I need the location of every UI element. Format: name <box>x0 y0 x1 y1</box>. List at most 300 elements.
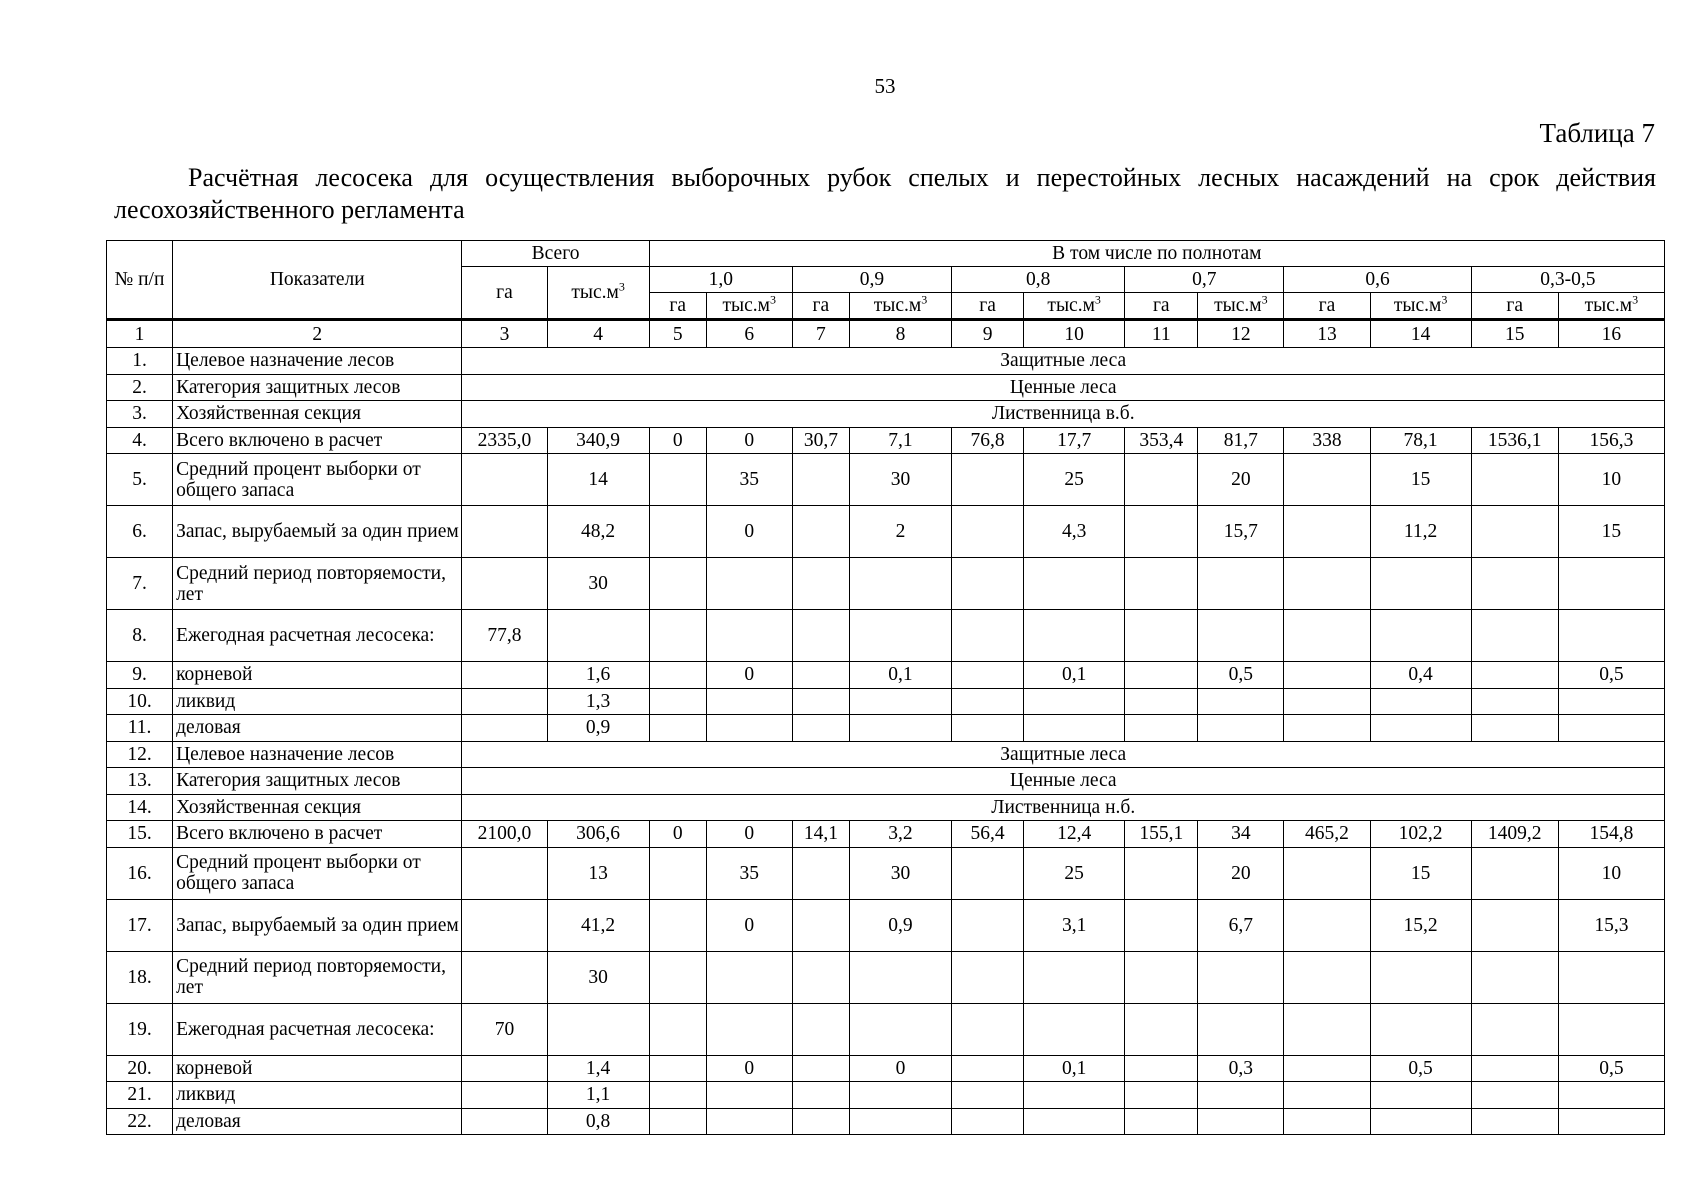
table-cell: 10 <box>1558 454 1664 506</box>
row-number: 2. <box>107 374 173 401</box>
table-cell <box>1198 951 1284 1003</box>
row-label: Средний процент выборки от общего запаса <box>173 454 462 506</box>
header-num: № п/п <box>107 241 173 320</box>
table-cell: 30 <box>547 558 649 610</box>
table-cell <box>649 1055 706 1082</box>
table-cell <box>1024 1003 1125 1055</box>
table-cell <box>1284 454 1370 506</box>
row-label: Всего включено в расчет <box>173 821 462 848</box>
table-cell <box>952 1108 1024 1135</box>
header-density-3: 0,8 <box>952 267 1125 293</box>
table-cell: 1,1 <box>547 1082 649 1109</box>
forest-cutting-table <box>106 240 1665 1135</box>
table-cell <box>952 715 1024 742</box>
row-label: деловая <box>173 715 462 742</box>
table-cell <box>792 847 849 899</box>
table-cell <box>1125 610 1198 662</box>
table-cell: 30 <box>849 454 951 506</box>
table-cell: 0 <box>706 821 792 848</box>
table-row <box>107 401 1665 428</box>
header-kcm: $тыс.м^3$ <box>1558 293 1664 320</box>
table-cell <box>547 1003 649 1055</box>
table-cell <box>649 1108 706 1135</box>
row-label: Ежегодная расчетная лесосека: <box>173 610 462 662</box>
table-cell <box>1125 688 1198 715</box>
table-row <box>107 899 1665 951</box>
table-cell <box>849 688 951 715</box>
table-title: Расчётная лесосека для осуществления выборочных рубок спелых и перестойных лесных насаждений на срок действия лесохозяйственного регламента <box>114 163 1656 224</box>
header-total-ha: га <box>462 267 547 320</box>
table-cell: 102,2 <box>1370 821 1471 848</box>
row-span-value: Ценные леса <box>462 374 1665 401</box>
table-cell <box>1558 688 1664 715</box>
table-cell <box>792 1003 849 1055</box>
table-row <box>107 821 1665 848</box>
header-kcm: $тыс.м^3$ <box>849 293 951 320</box>
table-cell <box>462 715 547 742</box>
table-cell <box>1471 1003 1558 1055</box>
table-row <box>107 768 1665 795</box>
table-cell: 77,8 <box>462 610 547 662</box>
header-density-4: 0,7 <box>1125 267 1284 293</box>
table-cell <box>1558 1003 1664 1055</box>
row-label: Средний период повторяемости, лет <box>173 951 462 1003</box>
table-cell <box>706 610 792 662</box>
table-cell <box>1198 715 1284 742</box>
table-cell: 14,1 <box>792 821 849 848</box>
table-cell <box>1284 1003 1370 1055</box>
row-span-value: Защитные леса <box>462 741 1665 768</box>
table-row <box>107 427 1665 454</box>
table-cell <box>462 951 547 1003</box>
row-number: 20. <box>107 1055 173 1082</box>
table-cell <box>706 951 792 1003</box>
header-including: В том числе по полнотам <box>649 241 1664 267</box>
table-cell <box>849 610 951 662</box>
table-cell <box>1370 610 1471 662</box>
table-cell: 41,2 <box>547 899 649 951</box>
table-cell: 0,3 <box>1198 1055 1284 1082</box>
table-cell: 30 <box>849 847 951 899</box>
table-cell <box>649 558 706 610</box>
table-cell: 20 <box>1198 847 1284 899</box>
table-cell: 78,1 <box>1370 427 1471 454</box>
table-cell <box>1125 1108 1198 1135</box>
table-cell <box>952 688 1024 715</box>
table-cell <box>547 610 649 662</box>
table-row <box>107 1003 1665 1055</box>
table-cell <box>1284 715 1370 742</box>
table-cell <box>649 847 706 899</box>
table-cell <box>792 506 849 558</box>
table-cell: 15,2 <box>1370 899 1471 951</box>
table-cell <box>1558 715 1664 742</box>
table-cell <box>1125 506 1198 558</box>
table-cell <box>1024 610 1125 662</box>
table-cell <box>792 688 849 715</box>
row-number: 7. <box>107 558 173 610</box>
table-cell <box>1370 558 1471 610</box>
row-number: 11. <box>107 715 173 742</box>
table-cell <box>849 715 951 742</box>
column-number: 10 <box>1024 320 1125 348</box>
table-cell: 1409,2 <box>1471 821 1558 848</box>
table-cell: 10 <box>1558 847 1664 899</box>
table-cell <box>1370 1082 1471 1109</box>
table-cell <box>792 1108 849 1135</box>
table-cell <box>1370 1003 1471 1055</box>
table-row <box>107 1082 1665 1109</box>
table-cell <box>1370 715 1471 742</box>
table-cell <box>1284 558 1370 610</box>
table-cell <box>706 1082 792 1109</box>
table-cell: 35 <box>706 454 792 506</box>
column-number: 14 <box>1370 320 1471 348</box>
table-cell: 0 <box>706 662 792 689</box>
row-label: ликвид <box>173 688 462 715</box>
table-cell <box>1198 1108 1284 1135</box>
table-cell: 3,2 <box>849 821 951 848</box>
table-cell: 70 <box>462 1003 547 1055</box>
table-cell: 15 <box>1558 506 1664 558</box>
table-cell: 0,9 <box>849 899 951 951</box>
table-cell: 0 <box>849 1055 951 1082</box>
row-number: 3. <box>107 401 173 428</box>
table-cell: 0 <box>649 427 706 454</box>
table-cell <box>1284 951 1370 1003</box>
row-number: 14. <box>107 794 173 821</box>
table-cell: 0 <box>706 1055 792 1082</box>
table-row <box>107 715 1665 742</box>
table-cell: 14 <box>547 454 649 506</box>
table-cell <box>1198 1003 1284 1055</box>
row-number: 10. <box>107 688 173 715</box>
table-cell <box>1125 951 1198 1003</box>
column-number: 9 <box>952 320 1024 348</box>
table-row <box>107 558 1665 610</box>
table-cell: 0,4 <box>1370 662 1471 689</box>
table-cell <box>649 899 706 951</box>
table-cell: 56,4 <box>952 821 1024 848</box>
table-cell: 0,1 <box>1024 1055 1125 1082</box>
table-cell: 35 <box>706 847 792 899</box>
row-span-value: Лиственница н.б. <box>462 794 1665 821</box>
table-cell: 48,2 <box>547 506 649 558</box>
table-row <box>107 1055 1665 1082</box>
header-ha: га <box>952 293 1024 320</box>
table-cell: 2100,0 <box>462 821 547 848</box>
table-cell <box>1471 662 1558 689</box>
table-cell <box>649 454 706 506</box>
table-cell: 76,8 <box>952 427 1024 454</box>
table-cell <box>1125 1003 1198 1055</box>
table-cell <box>1198 610 1284 662</box>
table-row <box>107 374 1665 401</box>
table-cell <box>706 1003 792 1055</box>
table-cell <box>1125 558 1198 610</box>
table-cell <box>1284 1108 1370 1135</box>
table-cell <box>792 951 849 1003</box>
column-number: 7 <box>792 320 849 348</box>
table-cell: 156,3 <box>1558 427 1664 454</box>
table-cell: 0 <box>706 506 792 558</box>
table-cell <box>706 715 792 742</box>
table-cell <box>1024 1108 1125 1135</box>
table-cell <box>1284 610 1370 662</box>
column-number: 2 <box>173 320 462 348</box>
row-number: 5. <box>107 454 173 506</box>
table-row <box>107 662 1665 689</box>
table-cell: 6,7 <box>1198 899 1284 951</box>
table-cell <box>1284 662 1370 689</box>
table-cell: 155,1 <box>1125 821 1198 848</box>
row-number: 1. <box>107 348 173 375</box>
row-label: Запас, вырубаемый за один прием <box>173 899 462 951</box>
column-number: 1 <box>107 320 173 348</box>
table-cell <box>952 610 1024 662</box>
table-row <box>107 951 1665 1003</box>
table-cell <box>792 454 849 506</box>
table-row <box>107 1108 1665 1135</box>
column-number: 8 <box>849 320 951 348</box>
table-cell: 1,6 <box>547 662 649 689</box>
table-cell: 1,3 <box>547 688 649 715</box>
header-total: Всего <box>462 241 649 267</box>
table-cell <box>462 558 547 610</box>
table-cell <box>462 662 547 689</box>
table-cell <box>1125 715 1198 742</box>
table-cell <box>1471 454 1558 506</box>
table-cell <box>952 662 1024 689</box>
row-label: Хозяйственная секция <box>173 794 462 821</box>
table-cell: 0,8 <box>547 1108 649 1135</box>
header-ha: га <box>649 293 706 320</box>
header-density-5: 0,6 <box>1284 267 1471 293</box>
header-ha: га <box>792 293 849 320</box>
table-row <box>107 794 1665 821</box>
table-cell: 2335,0 <box>462 427 547 454</box>
column-number: 11 <box>1125 320 1198 348</box>
table-cell <box>706 688 792 715</box>
column-number-row <box>107 320 1665 348</box>
header-ha: га <box>1471 293 1558 320</box>
row-label: Категория защитных лесов <box>173 374 462 401</box>
table-cell <box>462 1055 547 1082</box>
table-cell <box>792 715 849 742</box>
table-cell <box>952 1082 1024 1109</box>
row-number: 21. <box>107 1082 173 1109</box>
row-number: 15. <box>107 821 173 848</box>
row-label: Запас, вырубаемый за один прием <box>173 506 462 558</box>
table-cell <box>1024 1082 1125 1109</box>
table-row <box>107 847 1665 899</box>
table-cell <box>792 558 849 610</box>
table-cell: 306,6 <box>547 821 649 848</box>
header-kcm: $тыс.м^3$ <box>1198 293 1284 320</box>
table-cell <box>706 1108 792 1135</box>
row-label: корневой <box>173 662 462 689</box>
table-cell <box>849 1003 951 1055</box>
table-cell: 20 <box>1198 454 1284 506</box>
table-cell <box>462 899 547 951</box>
table-cell <box>462 1082 547 1109</box>
table-cell <box>1125 454 1198 506</box>
table-cell <box>792 1055 849 1082</box>
table-cell: 17,7 <box>1024 427 1125 454</box>
table-cell <box>1558 558 1664 610</box>
table-cell <box>1471 558 1558 610</box>
table-cell <box>1284 1082 1370 1109</box>
table-cell <box>1471 951 1558 1003</box>
table-cell <box>952 1003 1024 1055</box>
row-label: Целевое назначение лесов <box>173 348 462 375</box>
row-number: 22. <box>107 1108 173 1135</box>
table-cell <box>849 1082 951 1109</box>
table-cell: 1,4 <box>547 1055 649 1082</box>
column-number: 13 <box>1284 320 1370 348</box>
header-density-1: 1,0 <box>649 267 792 293</box>
table-cell: 15 <box>1370 847 1471 899</box>
table-cell <box>1125 1082 1198 1109</box>
table-cell: 34 <box>1198 821 1284 848</box>
table-cell: 154,8 <box>1558 821 1664 848</box>
table-row <box>107 610 1665 662</box>
row-label: Средний процент выборки от общего запаса <box>173 847 462 899</box>
row-span-value: Защитные леса <box>462 348 1665 375</box>
table-cell: 0,1 <box>1024 662 1125 689</box>
table-cell: 0,5 <box>1198 662 1284 689</box>
table-row <box>107 506 1665 558</box>
table-label: Таблица 7 <box>1539 118 1655 148</box>
table-cell <box>462 454 547 506</box>
table-cell <box>952 1055 1024 1082</box>
table-cell: 2 <box>849 506 951 558</box>
header-indicators: Показатели <box>173 241 462 320</box>
table-cell <box>1284 688 1370 715</box>
table-cell: 15,3 <box>1558 899 1664 951</box>
table-cell <box>1198 1082 1284 1109</box>
table-row <box>107 688 1665 715</box>
row-label: Ежегодная расчетная лесосека: <box>173 1003 462 1055</box>
table-cell <box>1125 847 1198 899</box>
table-cell <box>649 715 706 742</box>
table-cell <box>1125 899 1198 951</box>
table-cell <box>952 454 1024 506</box>
table-cell <box>952 506 1024 558</box>
table-cell <box>1471 1055 1558 1082</box>
header-kcm: $тыс.м^3$ <box>1370 293 1471 320</box>
table-cell <box>649 662 706 689</box>
table-cell: 338 <box>1284 427 1370 454</box>
table-cell <box>1558 610 1664 662</box>
table-cell <box>1125 1055 1198 1082</box>
table-cell: 25 <box>1024 454 1125 506</box>
table-cell <box>1284 847 1370 899</box>
row-label: Хозяйственная секция <box>173 401 462 428</box>
column-number: 5 <box>649 320 706 348</box>
table-cell <box>1284 899 1370 951</box>
row-label: Всего включено в расчет <box>173 427 462 454</box>
table-cell <box>792 662 849 689</box>
row-number: 9. <box>107 662 173 689</box>
header-kcm: $тыс.м^3$ <box>706 293 792 320</box>
row-label: деловая <box>173 1108 462 1135</box>
table-cell: 465,2 <box>1284 821 1370 848</box>
row-label: Средний период повторяемости, лет <box>173 558 462 610</box>
table-cell: 353,4 <box>1125 427 1198 454</box>
table-cell <box>1198 558 1284 610</box>
table-cell <box>952 847 1024 899</box>
row-number: 6. <box>107 506 173 558</box>
table-cell <box>1471 610 1558 662</box>
table-cell <box>849 951 951 1003</box>
page-number: 53 <box>874 74 896 98</box>
row-label: корневой <box>173 1055 462 1082</box>
table-cell: 0,9 <box>547 715 649 742</box>
table-cell: 30 <box>547 951 649 1003</box>
table-cell: 7,1 <box>849 427 951 454</box>
table-cell <box>1558 1082 1664 1109</box>
table-cell: 30,7 <box>792 427 849 454</box>
table-cell: 4,3 <box>1024 506 1125 558</box>
table-cell <box>952 899 1024 951</box>
table-cell <box>649 951 706 1003</box>
table-cell <box>1024 715 1125 742</box>
table-cell <box>1024 951 1125 1003</box>
row-number: 18. <box>107 951 173 1003</box>
table-cell: 0 <box>649 821 706 848</box>
row-number: 17. <box>107 899 173 951</box>
row-span-value: Лиственница в.б. <box>462 401 1665 428</box>
table-cell <box>1024 688 1125 715</box>
table-cell: 0,5 <box>1370 1055 1471 1082</box>
table-cell <box>792 899 849 951</box>
table-cell <box>1471 899 1558 951</box>
table-cell <box>849 1108 951 1135</box>
column-number: 3 <box>462 320 547 348</box>
table-cell: 11,2 <box>1370 506 1471 558</box>
table-cell: 0,1 <box>849 662 951 689</box>
table-row <box>107 454 1665 506</box>
row-label: Целевое назначение лесов <box>173 741 462 768</box>
column-number: 15 <box>1471 320 1558 348</box>
table-cell <box>1284 1055 1370 1082</box>
table-cell: 12,4 <box>1024 821 1125 848</box>
row-number: 16. <box>107 847 173 899</box>
table-cell <box>462 1108 547 1135</box>
row-label: ликвид <box>173 1082 462 1109</box>
table-cell <box>462 688 547 715</box>
row-number: 8. <box>107 610 173 662</box>
header-row-1 <box>107 241 1665 267</box>
table-cell <box>1370 951 1471 1003</box>
table-cell: 81,7 <box>1198 427 1284 454</box>
table-cell <box>952 558 1024 610</box>
table-cell <box>1471 847 1558 899</box>
table-cell: 25 <box>1024 847 1125 899</box>
table-cell <box>1471 715 1558 742</box>
row-number: 4. <box>107 427 173 454</box>
row-label: Категория защитных лесов <box>173 768 462 795</box>
row-number: 12. <box>107 741 173 768</box>
header-density-6: 0,3-0,5 <box>1471 267 1664 293</box>
row-number: 19. <box>107 1003 173 1055</box>
table-cell <box>792 1082 849 1109</box>
table-cell <box>1125 662 1198 689</box>
table-cell: 0 <box>706 899 792 951</box>
header-ha: га <box>1284 293 1370 320</box>
table-cell: 13 <box>547 847 649 899</box>
